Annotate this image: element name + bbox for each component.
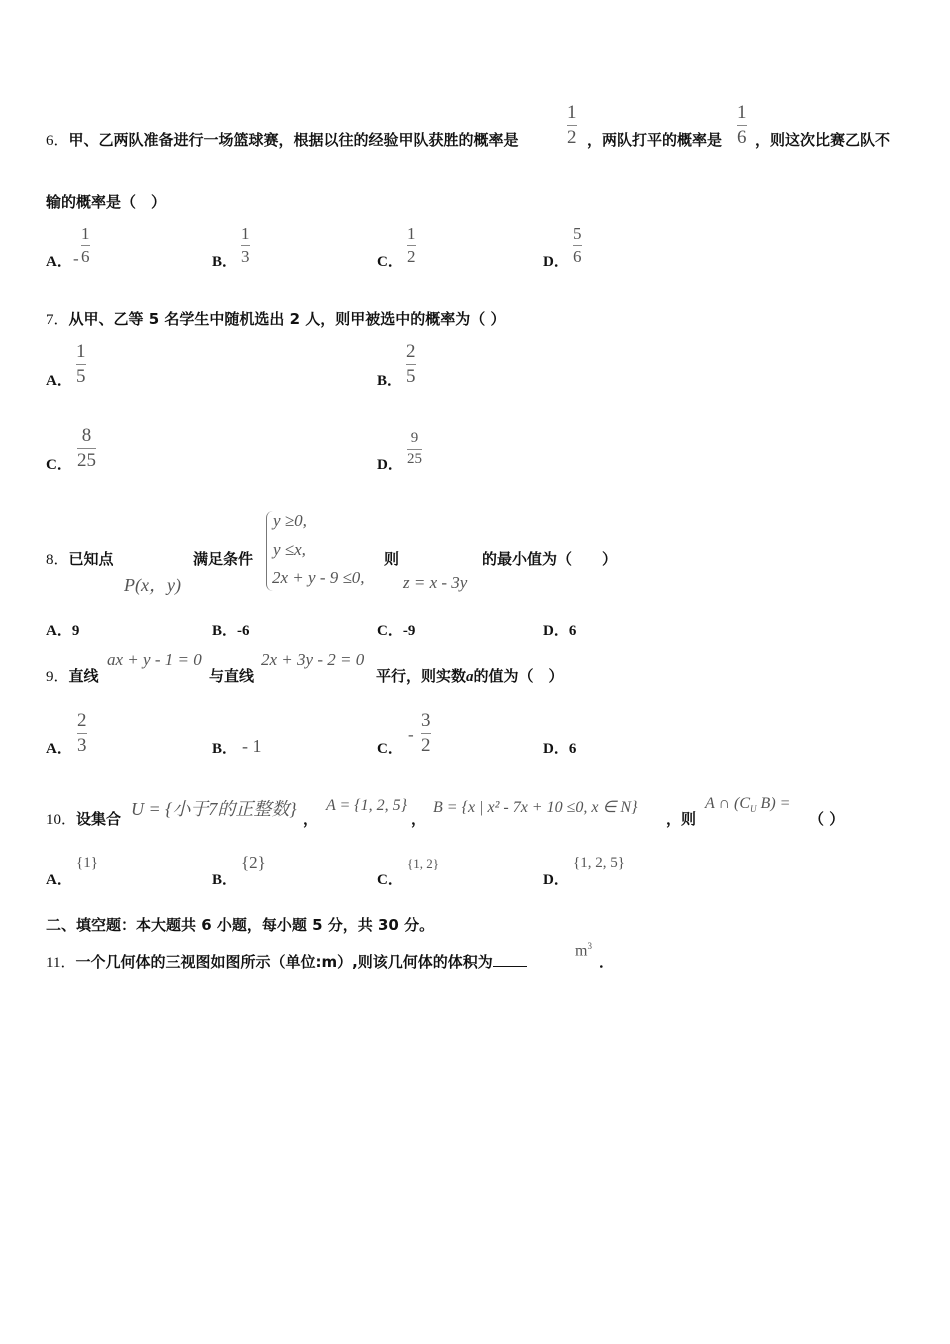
q6-number: 6． [46,133,69,149]
q9-line-1-equation: ax + y - 1 = 0 [107,650,202,669]
q9-option-b-value: - 1 [242,736,262,756]
q9-stem-start [46,665,99,686]
q10-option-b-label: B． [212,872,238,888]
q6-option-a-sign: - [73,249,79,268]
q10-set-a: A = {1, 2, 5} [326,797,408,814]
q8-stem-start [46,548,114,569]
q9-text-2: 与直线 [209,667,255,685]
q9-text-3: 平行，则实数a的值为（ ） [376,667,564,685]
q11-number: 11． [46,955,76,971]
q10-text-1: 设集合 [76,810,122,828]
q10-option-a-label: A． [46,872,72,888]
q6-option-b-label: B． [212,254,238,270]
q8-constraint-2: y ≤x, [273,540,306,559]
q9-option-b-label: B． [212,741,238,757]
q8-objective: z = x - 3y [403,573,468,592]
q10-option-a-value: {1} [76,855,98,871]
q6-option-b-fraction: 1 3 [241,224,250,266]
q9-option-c-label: C． [377,741,403,757]
q10-number: 10． [46,812,77,828]
q11-end: ． [599,953,615,971]
q9-option-a-fraction: 2 3 [77,710,87,756]
q8-constraint-1: y ≥0, [273,511,307,530]
q6-option-a-fraction: 1 6 [81,224,90,266]
q6-fraction-draw: 1 6 [737,102,747,148]
q6-option-d-fraction: 5 6 [573,224,582,266]
q10-option-b-value: {2} [241,853,266,872]
q6-fraction-win: 1 2 [567,102,577,148]
q11-stem [46,951,527,972]
q6-option-a-label: A． [46,254,72,270]
q10-expression: A ∩ ($C_U$ B) = [705,795,791,815]
q10-comma-1: ， [303,810,319,828]
q7-stem [46,308,506,329]
q8-constraint-3: 2x + y - 9 ≤0, [272,568,365,587]
q10-text-3: （ ） [809,810,845,828]
section-2-heading: 二、填空题：本大题共 6 小题，每小题 5 分，共 30 分。 [46,916,435,934]
q10-set-u: U = {小于7的正整数} [131,799,297,819]
q11-unit: $m^3$ [575,941,592,960]
q8-option-d: D．6 [543,623,577,639]
q9-option-d: D．6 [543,741,577,757]
q10-comma-2: ， [411,810,427,828]
q8-text-3: 则 [384,550,400,568]
q7-option-b-label: B． [377,373,403,389]
q7-option-d-label: D． [377,457,403,473]
q9-line-2-equation: 2x + 3y - 2 = 0 [261,650,365,669]
q9-text-1: 直线 [68,667,99,685]
q10-text-2: ，则 [666,810,697,828]
q10-option-c-value: {1, 2} [407,856,439,871]
q8-option-a: A．9 [46,623,80,639]
q6-option-d-label: D． [543,254,569,270]
q7-option-c-label: C． [46,457,72,473]
q7-option-d-fraction: 9 25 [407,430,422,467]
q7-number: 7． [46,312,69,328]
q7-option-b-fraction: 2 5 [406,341,416,387]
q10-stem-start [46,808,121,829]
q8-text-4: 的最小值为（ ） [482,550,618,568]
q7-option-c-fraction: 8 25 [77,425,96,471]
q9-option-c-sign: - [408,725,414,744]
q11-answer-blank [493,952,527,967]
q6-text-3: ，则这次比赛乙队不 [755,131,891,149]
q7-option-a-fraction: 1 5 [76,341,86,387]
q6-text-2: ，两队打平的概率是 [587,131,723,149]
q6-text-1: 甲、乙两队准备进行一场篮球赛，根据以往的经验甲队获胜的概率是 [68,131,519,149]
q10-option-d-label: D． [543,872,569,888]
q9-option-a-label: A． [46,741,72,757]
q8-point: P(x，y) [124,575,181,595]
q6-line1 [46,129,519,150]
q10-option-c-label: C． [377,872,403,888]
q8-option-c: C．-9 [377,623,416,639]
q9-option-c-fraction: 3 2 [421,710,431,756]
q9-number: 9． [46,669,69,685]
q10-set-b: B = {x | x² - 7x + 10 ≤0, x ∈ N} [433,799,638,816]
q8-number: 8． [46,552,69,568]
q6-line2: 输的概率是（ ） [46,193,167,211]
q8-text-1: 已知点 [68,550,114,568]
q7-option-a-label: A． [46,373,72,389]
q11-text: 一个几何体的三视图如图所示（单位:m）,则该几何体的体积为 [75,953,493,971]
q8-text-2: 满足条件 [193,550,254,568]
q8-option-b: B．-6 [212,623,250,639]
q6-option-c-label: C． [377,254,403,270]
q7-text: 从甲、乙等 5 名学生中随机选出 2 人，则甲被选中的概率为（ ） [68,310,506,328]
q9-variable: a [466,669,474,685]
q6-option-c-fraction: 1 2 [407,224,416,266]
q10-option-d-value: {1, 2, 5} [573,855,625,871]
